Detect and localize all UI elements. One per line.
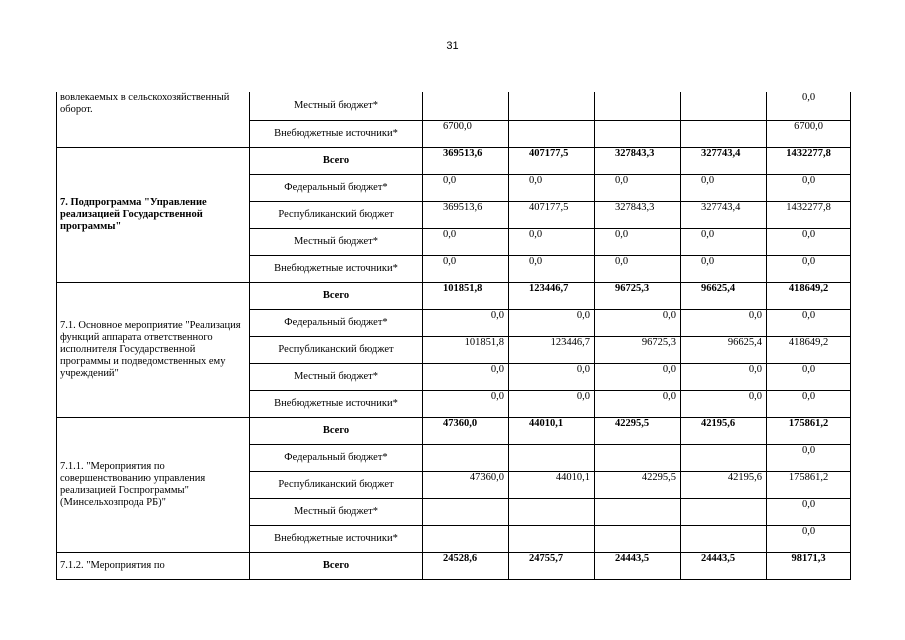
source-label: Федеральный бюджет* (250, 444, 423, 471)
value-cell: 0,0 (595, 228, 681, 255)
value-cell: 24755,7 (509, 552, 595, 579)
value-cell: 0,0 (423, 363, 509, 390)
source-label: Республиканский бюджет (250, 201, 423, 228)
value-cell (681, 525, 767, 552)
value-cell: 101851,8 (423, 336, 509, 363)
value-cell: 0,0 (681, 390, 767, 417)
value-cell: 0,0 (767, 255, 851, 282)
value-cell: 0,0 (767, 174, 851, 201)
source-label: Внебюджетные источники* (250, 120, 423, 147)
value-cell (595, 498, 681, 525)
value-cell: 96725,3 (595, 336, 681, 363)
value-cell: 123446,7 (509, 282, 595, 309)
value-cell (595, 120, 681, 147)
value-cell: 0,0 (423, 228, 509, 255)
source-label: Всего (250, 147, 423, 174)
value-cell: 44010,1 (509, 417, 595, 444)
value-cell (509, 444, 595, 471)
source-label: Внебюджетные источники* (250, 255, 423, 282)
value-cell: 0,0 (423, 174, 509, 201)
value-cell: 0,0 (509, 309, 595, 336)
value-cell: 0,0 (681, 309, 767, 336)
value-cell: 407177,5 (509, 147, 595, 174)
value-cell (595, 444, 681, 471)
value-cell: 0,0 (595, 363, 681, 390)
value-cell: 123446,7 (509, 336, 595, 363)
budget-table (56, 92, 851, 580)
source-label: Внебюджетные источники* (250, 390, 423, 417)
value-cell (681, 92, 767, 120)
value-cell: 1432277,8 (767, 147, 851, 174)
source-label: Республиканский бюджет (250, 336, 423, 363)
value-cell: 24528,6 (423, 552, 509, 579)
source-label: Всего (250, 282, 423, 309)
value-cell: 0,0 (767, 92, 851, 120)
measure-name: 7.1. Основное мероприятие "Реализация функций аппарата ответственного исполнителя Государственной программы и подведомственных ему учреждений" (57, 282, 250, 417)
value-cell: 24443,5 (681, 552, 767, 579)
value-cell: 0,0 (595, 390, 681, 417)
value-cell: 0,0 (509, 228, 595, 255)
value-cell: 0,0 (509, 255, 595, 282)
table-row (57, 417, 851, 444)
value-cell (681, 498, 767, 525)
value-cell: 0,0 (681, 363, 767, 390)
table-row (57, 282, 851, 309)
measure-name: 7.1.2. "Мероприятия по (57, 552, 250, 579)
value-cell: 47360,0 (423, 471, 509, 498)
value-cell: 42295,5 (595, 417, 681, 444)
value-cell: 98171,3 (767, 552, 851, 579)
value-cell: 0,0 (509, 363, 595, 390)
value-cell: 0,0 (767, 390, 851, 417)
value-cell: 369513,6 (423, 201, 509, 228)
value-cell: 47360,0 (423, 417, 509, 444)
value-cell: 42195,6 (681, 471, 767, 498)
value-cell (509, 120, 595, 147)
value-cell: 0,0 (509, 390, 595, 417)
value-cell: 0,0 (767, 309, 851, 336)
value-cell: 418649,2 (767, 336, 851, 363)
value-cell: 327843,3 (595, 147, 681, 174)
value-cell: 42295,5 (595, 471, 681, 498)
value-cell (509, 525, 595, 552)
value-cell: 6700,0 (767, 120, 851, 147)
value-cell: 0,0 (767, 498, 851, 525)
value-cell: 0,0 (767, 228, 851, 255)
value-cell: 0,0 (423, 390, 509, 417)
value-cell: 0,0 (423, 309, 509, 336)
source-label: Местный бюджет* (250, 498, 423, 525)
value-cell: 42195,6 (681, 417, 767, 444)
measure-name: 7.1.1. "Мероприятия по совершенствованию управления реализацией Госпрограммы" (Минсельхозпрода РБ)" (57, 417, 250, 552)
value-cell: 96725,3 (595, 282, 681, 309)
value-cell (423, 525, 509, 552)
value-cell: 0,0 (423, 255, 509, 282)
value-cell: 407177,5 (509, 201, 595, 228)
value-cell: 0,0 (681, 174, 767, 201)
value-cell: 0,0 (681, 255, 767, 282)
value-cell: 327743,4 (681, 201, 767, 228)
value-cell (681, 120, 767, 147)
value-cell (509, 92, 595, 120)
value-cell: 0,0 (767, 444, 851, 471)
value-cell: 44010,1 (509, 471, 595, 498)
value-cell: 1432277,8 (767, 201, 851, 228)
value-cell: 418649,2 (767, 282, 851, 309)
source-label: Федеральный бюджет* (250, 309, 423, 336)
value-cell: 0,0 (595, 309, 681, 336)
source-label: Федеральный бюджет* (250, 174, 423, 201)
value-cell (681, 444, 767, 471)
source-label: Местный бюджет* (250, 92, 423, 120)
value-cell (509, 498, 595, 525)
source-label: Республиканский бюджет (250, 471, 423, 498)
value-cell (423, 498, 509, 525)
value-cell: 369513,6 (423, 147, 509, 174)
value-cell: 0,0 (509, 174, 595, 201)
measure-name: 7. Подпрограмма "Управление реализацией Государственной программы" (57, 147, 250, 282)
value-cell: 96625,4 (681, 336, 767, 363)
page-number: 31 (446, 40, 459, 52)
value-cell: 327743,4 (681, 147, 767, 174)
value-cell (423, 92, 509, 120)
value-cell: 175861,2 (767, 417, 851, 444)
measure-name: вовлекаемых в сельскохозяйственный оборот. (57, 92, 250, 147)
value-cell: 96625,4 (681, 282, 767, 309)
value-cell: 175861,2 (767, 471, 851, 498)
value-cell (423, 444, 509, 471)
value-cell: 0,0 (595, 255, 681, 282)
source-label: Местный бюджет* (250, 363, 423, 390)
value-cell: 0,0 (767, 363, 851, 390)
value-cell (595, 525, 681, 552)
value-cell: 0,0 (595, 174, 681, 201)
value-cell: 6700,0 (423, 120, 509, 147)
source-label: Всего (250, 417, 423, 444)
table-row (57, 147, 851, 174)
source-label: Всего (250, 552, 423, 579)
table-row (57, 552, 851, 579)
source-label: Местный бюджет* (250, 228, 423, 255)
value-cell: 0,0 (681, 228, 767, 255)
value-cell: 327843,3 (595, 201, 681, 228)
value-cell: 0,0 (767, 525, 851, 552)
value-cell (595, 92, 681, 120)
table-row (57, 92, 851, 120)
value-cell: 101851,8 (423, 282, 509, 309)
source-label: Внебюджетные источники* (250, 525, 423, 552)
value-cell: 24443,5 (595, 552, 681, 579)
